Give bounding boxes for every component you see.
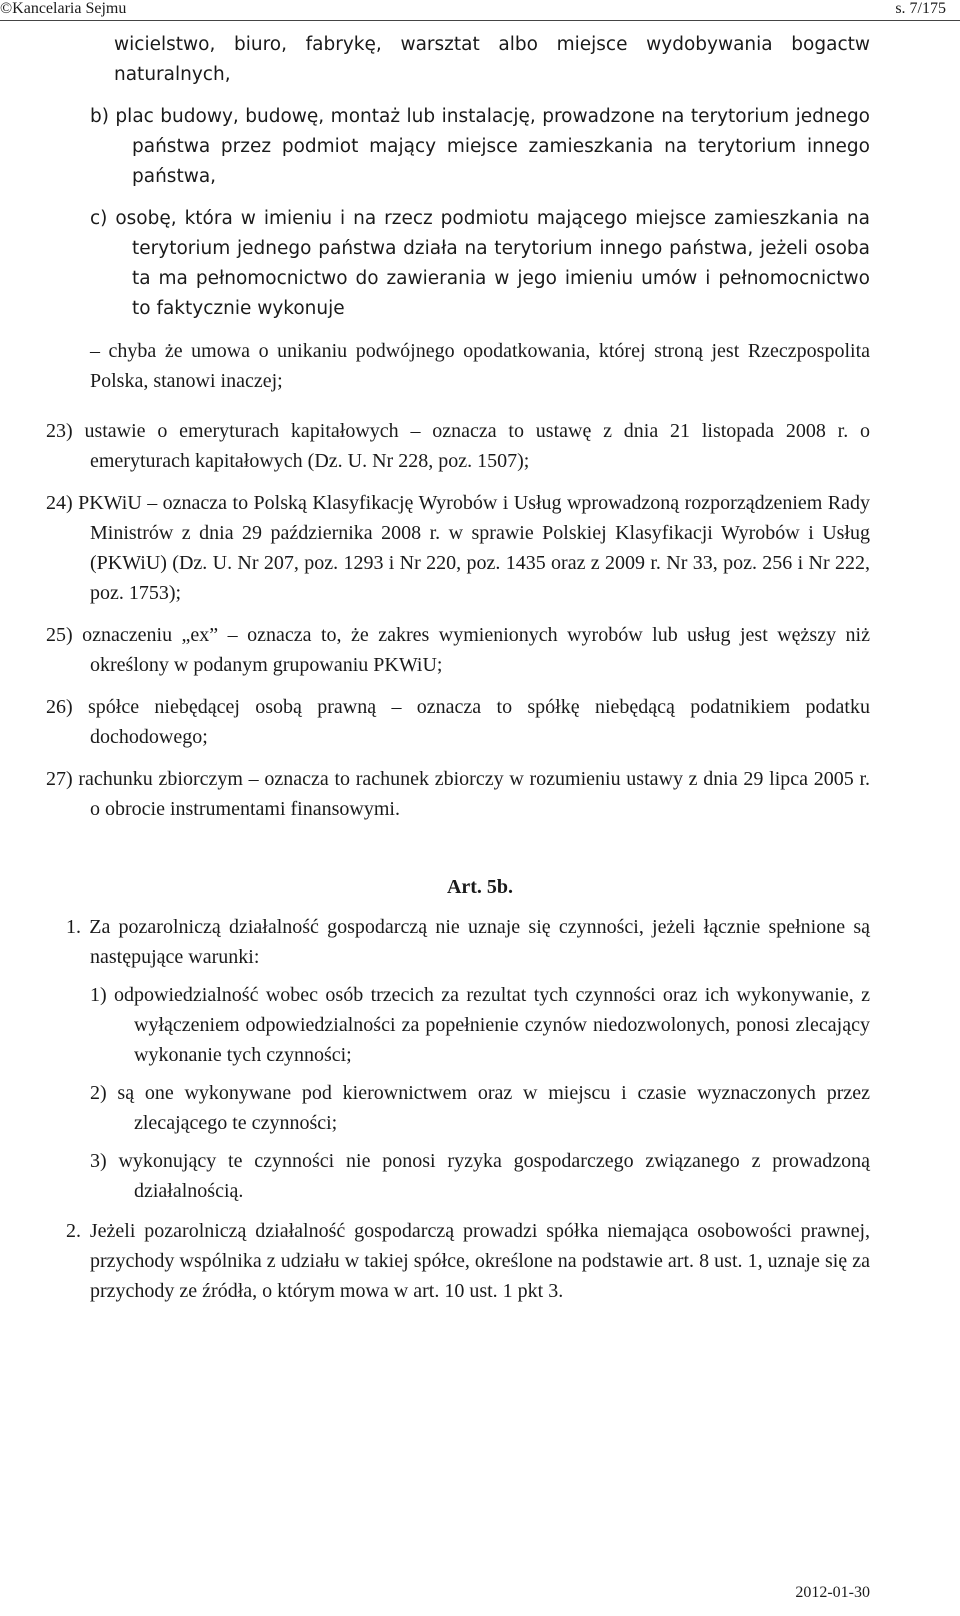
header-left: ©Kancelaria Sejmu xyxy=(0,0,127,17)
definition-item: 23) ustawie o emeryturach kapitałowych – oznacza to ustawę z dnia 21 listopada 2008 r. o emeryturach kapitałowych (Dz. U. Nr 228, poz. 1507); xyxy=(46,420,870,472)
condition-item: 1) odpowiedzialność wobec osób trzecich za rezultat tych czynności oraz ich wykonywanie, z wyłączeniem odpowiedzialności za popełnienie czynów niedozwolonych, ponosi zlecający wykonanie tych czynności; xyxy=(90,984,870,1066)
article-title: Art. 5b. xyxy=(446,876,514,898)
definition-list xyxy=(46,416,870,824)
footer-date: 2012-01-30 xyxy=(795,1584,870,1601)
condition-list xyxy=(66,980,870,1206)
intro-text: wicielstwo, biuro, fabrykę, warsztat albo miejsce wydobywania bogactw naturalnych, xyxy=(114,34,870,85)
item-b: b) plac budowy, budowę, montaż lub instalację, prowadzone na terytorium jednego państwa przez podmiot mający miejsce zamieszkania na terytorium innego państwa, xyxy=(90,106,870,187)
definition-item: 25) oznaczeniu „ex” – oznacza to, że zakres wymienionych wyrobów lub usług jest węższy niż określony w podanym grupowaniu PKWiU; xyxy=(46,624,870,676)
condition-item: 3) wykonujący te czynności nie ponosi ryzyka gospodarczego związanego z prowadzoną działalnością. xyxy=(90,1150,870,1202)
paragraph-2: 2. Jeżeli pozarolniczą działalność gospodarczą prowadzi spółka niemająca osobowości prawnej, przychody wspólnika z udziału w takiej spółce, określone na podstawie art. 8 ust. 1, uznaje się za przychody ze źródła, o którym mowa w art. 10 ust. 1 pkt 3. xyxy=(66,1220,870,1302)
header-separator xyxy=(0,20,960,21)
dash-clause: – chyba że umowa o unikaniu podwójnego opodatkowania, której stroną jest Rzeczpospolita Polska, stanowi inaczej; xyxy=(90,340,870,392)
item-c: c) osobę, która w imieniu i na rzecz podmiotu mającego miejsce zamieszkania na terytorium jednego państwa działa na terytorium innego państwa, jeżeli osoba ta ma pełnomocnictwo do zawierania w jego imieniu umów i pełnomocnictwo to faktycznie wykonuje xyxy=(90,208,870,319)
definition-item: 27) rachunku zbiorczym – oznacza to rachunek zbiorczy w rozumieniu ustawy z dnia 29 lipca 2005 r. o obrocie instrumentami finansowymi. xyxy=(46,768,870,820)
condition-item: 2) są one wykonywane pod kierownictwem oraz w miejscu i czasie wyznaczonych przez zlecającego te czynności; xyxy=(90,1082,870,1134)
paragraph-1: 1. Za pozarolniczą działalność gospodarczą nie uznaje się czynności, jeżeli łącznie spełnione są następujące warunki: xyxy=(66,916,870,968)
definition-item: 26) spółce niebędącej osobą prawną – oznacza to spółkę niebędącą podatnikiem podatku dochodowego; xyxy=(46,696,870,748)
header-page-number: s. 7/175 xyxy=(895,0,946,17)
document-body xyxy=(46,30,870,1314)
definition-item: 24) PKWiU – oznacza to Polską Klasyfikację Wyrobów i Usług wprowadzoną rozporządzeniem Rady Ministrów z dnia 29 października 2008 r. w sprawie Polskiej Klasyfikacji Wyrobów i Usług (PKWiU) (Dz. U. Nr 207, poz. 1293 i Nr 220, poz. 1435 oraz z 2009 r. Nr 33, poz. 256 i Nr 222, poz. 1753); xyxy=(46,492,870,604)
